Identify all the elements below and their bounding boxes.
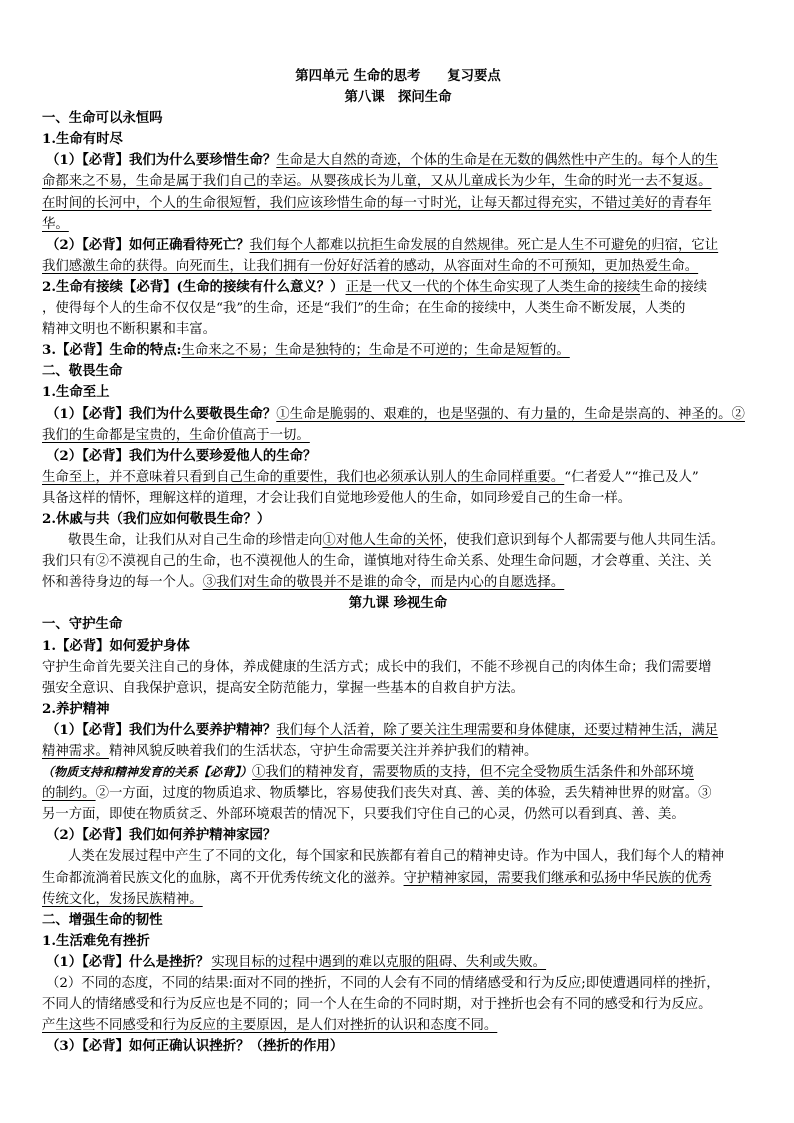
question-label: （2）【必背】我们如何养护精神家园？ <box>46 827 277 844</box>
question-label: （3）【必背】如何正确认识挫折？（挫折的作用） <box>46 1038 344 1055</box>
paragraph-line <box>42 825 754 846</box>
paragraph-line <box>42 404 754 425</box>
answer-text: ①对他人生命的关怀 <box>322 533 443 549</box>
subsection-heading: 2.养护精神 <box>42 700 110 717</box>
answer-text: 华。 <box>42 216 69 232</box>
subsection-heading: 1.生命有时尽 <box>42 131 123 148</box>
question-label: （2）【必背】我们为什么要珍爱他人的生命？ <box>46 447 317 464</box>
answer-text: 守护精神家园，需要我们继承和弘扬中华民族的优秀 <box>403 870 712 886</box>
question-label: 2.生命有接续【必背】(生命的接续有什么意义？） <box>42 278 344 295</box>
body-text: ②一方面，过度的物质追求、物质攀比，容易使我们丧失对真、善、美的体验，丢失精神世界的财富。③ <box>95 786 712 802</box>
body-text: “仁者爱人”“推己及人” <box>564 469 699 485</box>
paragraph-line <box>42 150 754 171</box>
paragraph-line <box>42 235 754 256</box>
body-text: （2）不同的态度，不同的结果:面对不同的挫折，不同的人会有不同的情绪感受和行为反应;即使遭遇同样的挫折， <box>46 976 720 992</box>
body-text: 精神风貌反映着我们的生活状态，守护生命需要关注并养护我们的精神。 <box>108 744 538 759</box>
document-content <box>42 66 754 1057</box>
body-text: 人类在发展过程中产生了不同的文化，每个国家和民族都有着自己的精神史诗。作为中国人，我们每个人的精神 <box>68 849 725 865</box>
body-text: 不同人的情绪感受和行为反应也是不同的；同一个人在生命的不同时期，对于挫折也会有不同的感受和行为反应。 <box>42 997 712 1013</box>
subsection-heading: 2.休戚与共（我们应如何敬畏生命？） <box>42 510 271 527</box>
question-label: （1）【必背】我们为什么要养护精神？ <box>46 721 277 738</box>
paragraph-line <box>42 277 754 298</box>
body-text: 具备这样的情怀，理解这样的道理，才会让我们自觉地珍爱他人的生命，如同珍爱自己的生命一样。 <box>42 490 632 506</box>
question-label: （1）【必背】我们为什么要珍惜生命？ <box>46 152 277 169</box>
subsection-heading: 1.【必背】如何爱护身体 <box>42 637 190 654</box>
lesson-9-title: 第九课 珍视生命 <box>348 595 448 612</box>
answer-text: ①生命是脆弱的、艰难的，也是坚强的、有力量的，生命是崇高的、神圣的。② <box>276 406 745 422</box>
answer-text: 生命至上，并不意味着只看到自己生命的重要性，我们也必须承认别人的生命同样重要。 <box>42 469 565 485</box>
body-text: 我们只有②不漠视自己的生命，也不漠视他人的生命，谨慎地对待生命关系、处理生命问题，才会尊重、关注、关 <box>42 554 712 570</box>
answer-text: 我们感激生命的获得。向死而生，让我们拥有一份好好活着的感动，从容面对生命的不可预知，更加热爱生命。 <box>42 258 699 274</box>
lesson-8-title: 第八课 探问生命 <box>344 89 452 106</box>
note-label: （物质支持和精神发育的关系【必背】） <box>42 765 253 780</box>
answer-text: 生命来之不易；生命是独特的；生命是不可逆的；生命是短暂的。 <box>181 343 570 359</box>
body-text: 精神文明也不断积累和丰富。 <box>42 322 217 338</box>
subsection-heading: 1.生命至上 <box>42 384 110 401</box>
answer-text: 生命是大自然的奇迹，个体的生命是在无数的偶然性中产生的。每个人的生 <box>276 153 719 169</box>
answer-text: 产生这些不同感受和行为反应的主要原因，是人们对挫折的认识和态度不同。 <box>42 1018 498 1034</box>
body-text: 生命的接续 <box>640 279 708 295</box>
body-text: 敬畏生命，让我们从对自己生命的珍惜走向 <box>68 533 323 549</box>
section-heading: 二、增强生命的韧性 <box>42 911 163 928</box>
question-label: （1）【必背】什么是挫折？ <box>46 953 210 970</box>
body-text: 强安全意识、自我保护意识，提高安全防范能力，掌握一些基本的自救自护方法。 <box>42 680 525 696</box>
answer-text: 命都来之不易，生命是属于我们自己的幸运。从婴孩成长为儿童，又从儿童成长为少年，生命的时光一去不复返。 <box>42 174 712 190</box>
section-heading: 二、敬畏生命 <box>42 363 123 380</box>
question-label: 3.【必背】生命的特点: <box>42 342 182 359</box>
answer-text: 传统文化，发扬民族精神。 <box>42 891 203 907</box>
answer-text: 实现目标的过程中遇到的难以克服的阻碍、失利或失败。 <box>211 954 547 970</box>
paragraph-line <box>42 783 754 804</box>
body-text: ，使得每个人的生命不仅仅是“我”的生命，还是“我们”的生命；在生命的接续中，人类生命不断发展，人类的 <box>42 301 686 317</box>
answer-text: 在时间的长河中，个人的生命很短暂，我们应该珍惜生命的每一寸时光，让每天都过得充实，不错过美好的青春年 <box>42 195 712 211</box>
unit-title: 第四单元 生命的思考 复习要点 <box>295 68 501 84</box>
paragraph-line <box>42 762 754 783</box>
paragraph-line <box>42 741 754 762</box>
question-label: （1）【必背】我们为什么要敬畏生命？ <box>46 405 277 422</box>
answer-text: 我们每个人活着，除了要关注生理需要和身体健康，还要过精神生活，满足 <box>276 722 719 738</box>
paragraph-line <box>42 530 754 551</box>
paragraph-line <box>42 868 754 889</box>
question-label: （2）【必背】如何正确看待死亡？ <box>46 236 250 253</box>
body-text: 怀和善待身边的每一个人。 <box>42 575 203 591</box>
paragraph-line <box>42 467 754 488</box>
paragraph-line <box>42 720 754 741</box>
subsection-heading: 1.生活难免有挫折 <box>42 932 150 949</box>
paragraph-line <box>42 952 754 973</box>
answer-text: 我们每个人都难以抗拒生命发展的自然规律。死亡是人生不可避免的归宿，它让 <box>249 237 719 253</box>
answer-text: ①我们的精神发育，需要物质的支持，但不完全受物质生活条件和外部环境 <box>252 765 694 781</box>
body-text: 生命都流淌着民族文化的血脉，离不开优秀传统文化的滋养。 <box>42 870 404 886</box>
body-text: 守护生命首先要关注自己的身体，养成健康的生活方式；成长中的我们，不能不珍视自己的肉体生命；我们需要增 <box>42 659 712 675</box>
paragraph-line <box>42 446 754 467</box>
paragraph-line <box>42 572 754 593</box>
body-text: 另一方面，即使在物质贫乏、外部环境艰苦的情况下，只要我们守住自己的心灵，仍然可以看到真、善、美。 <box>42 807 685 823</box>
answer-text: 正是一代又一代的个体生命实现了人类生命的接续 <box>345 279 641 295</box>
body-text: ，使我们意识到每个人都需要与他人共同生活。 <box>442 533 725 549</box>
answer-text: 我们的生命都是宝贵的，生命价值高于一切。 <box>42 427 310 443</box>
section-heading: 一、生命可以永恒吗 <box>42 110 163 127</box>
section-heading: 一、守护生命 <box>42 616 123 633</box>
answer-text: ③我们对生命的敬畏并不是谁的命令，而是内心的自愿选择。 <box>202 575 565 591</box>
paragraph-line <box>42 340 754 361</box>
answer-text: 精神需求。 <box>42 744 109 759</box>
answer-text: 的制约。 <box>42 786 96 802</box>
